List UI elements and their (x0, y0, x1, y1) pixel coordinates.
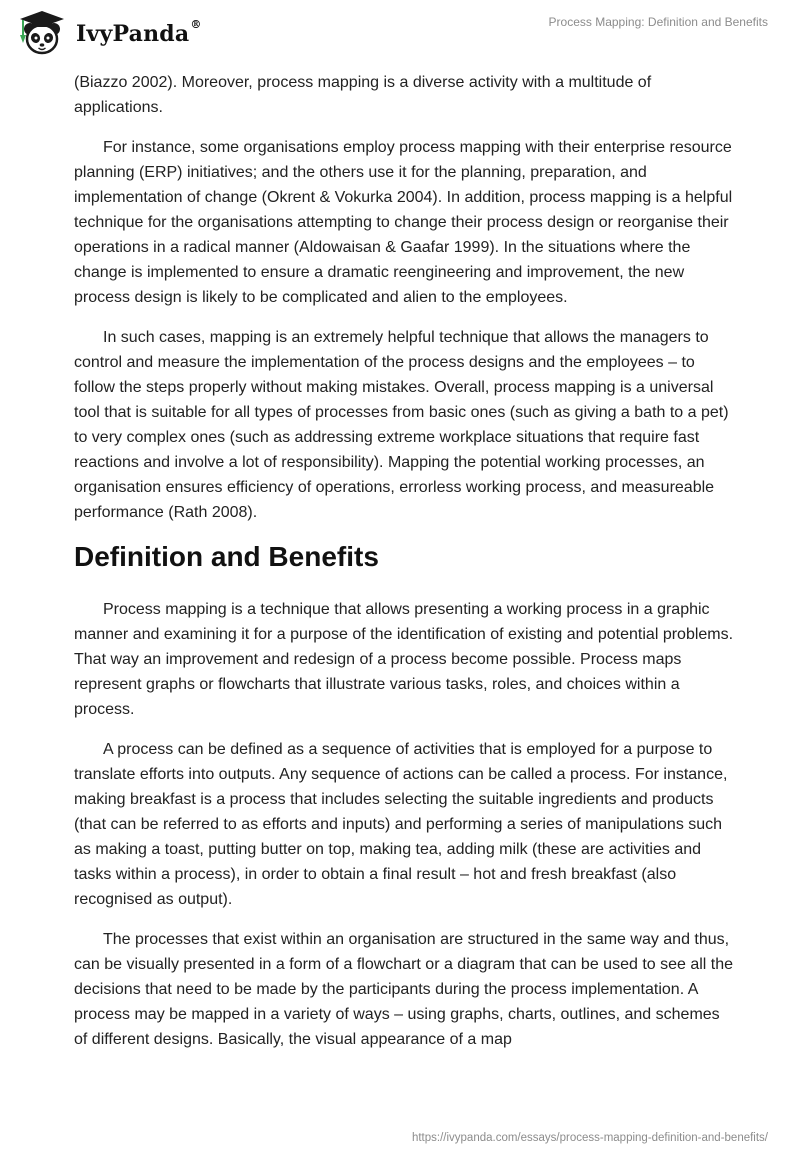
page-header (0, 0, 800, 62)
running-title: Process Mapping: Definition and Benefits (548, 15, 768, 29)
paragraph: The processes that exist within an organisation are structured in the same way and thus, can be visually presented in a form of a flowchart or a diagram that can be used to see all the decisions that need to be made by the participants during the process implementation. A process may be mapped in a variety of ways – using graphs, charts, outlines, and schemes of different designs. Basically, the visual appearance of a map (74, 931, 734, 1048)
essay-content (74, 70, 734, 1067)
panda-graduation-cap-icon (14, 9, 70, 57)
section-heading: Definition and Benefits (74, 541, 379, 572)
registered-mark: ® (190, 18, 202, 31)
paragraph: For instance, some organisations employ process mapping with their enterprise resource planning (ERP) initiatives; and the others use it for the planning, preparation, and implementation of change (Okrent & Vokurka 2004). In addition, process mapping is a helpful technique for the organisations attempting to change their process design or reorganise their operations in a radical manner (Aldowaisan & Gaafar 1999). In the situations where the change is implemented to ensure a dramatic reengineering and improvement, the new process design is likely to be complicated and alien to the employees. (74, 139, 733, 306)
paragraph: Process mapping is a technique that allows presenting a working process in a graphic manner and examining it for a purpose of the identification of existing and potential problems. That way an improvement and redesign of a process become possible. Process maps represent graphs or flowcharts that illustrate various tasks, roles, and choices within a process. (74, 601, 734, 718)
paragraph: In such cases, mapping is an extremely helpful technique that allows the managers to control and measure the implementation of the process designs and the employees – to follow the steps properly without making mistakes. Overall, process mapping is a universal tool that is suitable for all types of processes from basic ones (such as giving a bath to a pet) to very complex ones (such as addressing extreme workplace situations that require fast reactions and involve a lot of responsibility). Mapping the potential working processes, an organisation ensures efficiency of operations, errorless working process, and measureable performance (Rath 2008). (74, 329, 729, 521)
source-url-link[interactable]: https://ivypanda.com/essays/process-mapping-definition-and-benefits/ (411, 1132, 768, 1144)
ivypanda-logo[interactable] (14, 9, 202, 57)
brand-name: IvyPanda® (76, 18, 202, 47)
paragraph: A process can be defined as a sequence of activities that is employed for a purpose to translate efforts into outputs. Any sequence of actions can be called a process. For instance, making breakfast is a process that includes selecting the suitable ingredients and products (that can be referred to as efforts and inputs) and performing a series of manipulations such as making a toast, putting butter on top, making tea, adding milk (these are activities and tasks within a process), in order to obtain a final result – hot and fresh breakfast (also recognised as output). (74, 741, 728, 908)
paragraph: (Biazzo 2002). Moreover, process mapping is a diverse activity with a multitude of applications. (74, 74, 652, 116)
